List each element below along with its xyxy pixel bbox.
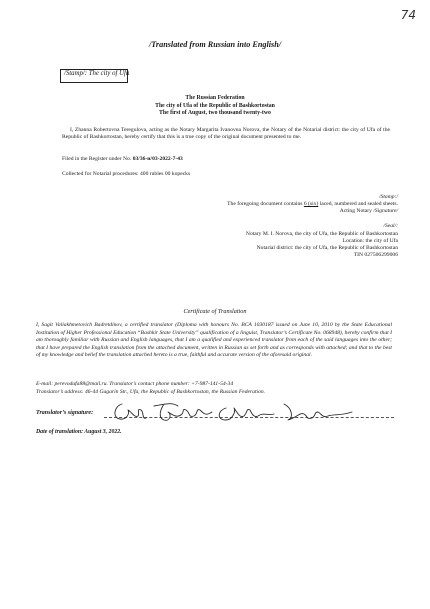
- signature-tag: /Signature/: [373, 208, 398, 214]
- register-line: [62, 156, 183, 163]
- translator-contact-line: E-mail: perevodufa88@mail.ru. Translator’s contact phone number: +7-987-141-54-34: [36, 381, 234, 387]
- stamp-label: /Stamp/: The city of Ufa: [64, 70, 130, 77]
- collected-fee-line: Collected for Notarial procedures: 400 rubles 00 kopecks: [62, 171, 191, 177]
- seal-line-4: TIN 027506299006: [353, 252, 398, 258]
- certificate-paragraph: I, Sagit Valiakhmetovich Badretdinov, a certified translator (Diploma with honours No. BCA 1030187 issued on June 10, 2010 by the State Educational Institution of Higher Professional Education “Bashkir State University” qualification of a linguist, Translator’s Certificate No. 068948), hereby confirm that I am thoroughly familiar with Russian and English languages, that I am a qualified and experienced translator from each of the said languages into the other; that I have prepared the English translation from the attached document, written in Russian as set forth and as corresponds with attached; and that to the best of my knowledge and belief the translation attached hereto is a true, faithful and accurate version of the aforesaid original.: [36, 322, 392, 358]
- header-line-1: The Russian Federation: [185, 95, 245, 101]
- handwritten-signature: [108, 398, 358, 424]
- seal-tag: /Seal/:: [383, 223, 398, 229]
- certificate-title: Certificate of Translation: [183, 308, 247, 315]
- register-number: 03/36-н/03-2022-7-43: [132, 156, 183, 162]
- seal-line-1: Notary M. I. Norova, the city of Ufa, the Republic of Bashkortostan: [245, 231, 398, 237]
- sheets-suffix: laced, numbered and sealed sheets.: [319, 201, 398, 207]
- acting-notary-line: [340, 208, 398, 215]
- notary-certification-paragraph: I, Zhanna Robertovna Teregulova, acting as the Notary Margarita Ivanovna Norova, the Notary of the Notarial district: the city of Ufa of the Republic of Bashkortostan, hereby certify that this is a true copy of the original document presented to me.: [62, 127, 390, 141]
- translator-address-line: Translator’s address: 46-44 Gagarin Str., Ufa, the Republic of Bashkortostan, the Russian Federation.: [36, 389, 266, 395]
- sheets-count: 6 (six): [303, 201, 319, 207]
- stamp-tag: /Stamp:/: [379, 194, 398, 200]
- sheets-prefix: The foregoing document contains: [227, 201, 303, 207]
- translation-heading: /Translated from Russian into English/: [148, 40, 282, 49]
- acting-notary-label: Acting Notary: [339, 208, 372, 214]
- seal-line-2: Location: the city of Ufa: [342, 238, 398, 244]
- header-line-3: The first of August, two thousand twenty-two: [159, 110, 271, 116]
- header-line-2: The city of Ufa of the Republic of Bashkortostan: [155, 102, 275, 109]
- register-prefix: Filed in the Register under No.: [62, 156, 132, 162]
- translation-date: Date of translation: August 3, 2022.: [36, 429, 122, 435]
- page-number: 74: [400, 8, 416, 22]
- seal-line-3: Notarial district: the city of Ufa, the Republic of Bashkortostan: [256, 245, 398, 251]
- translator-signature-label: Translator’s signature:: [36, 410, 94, 416]
